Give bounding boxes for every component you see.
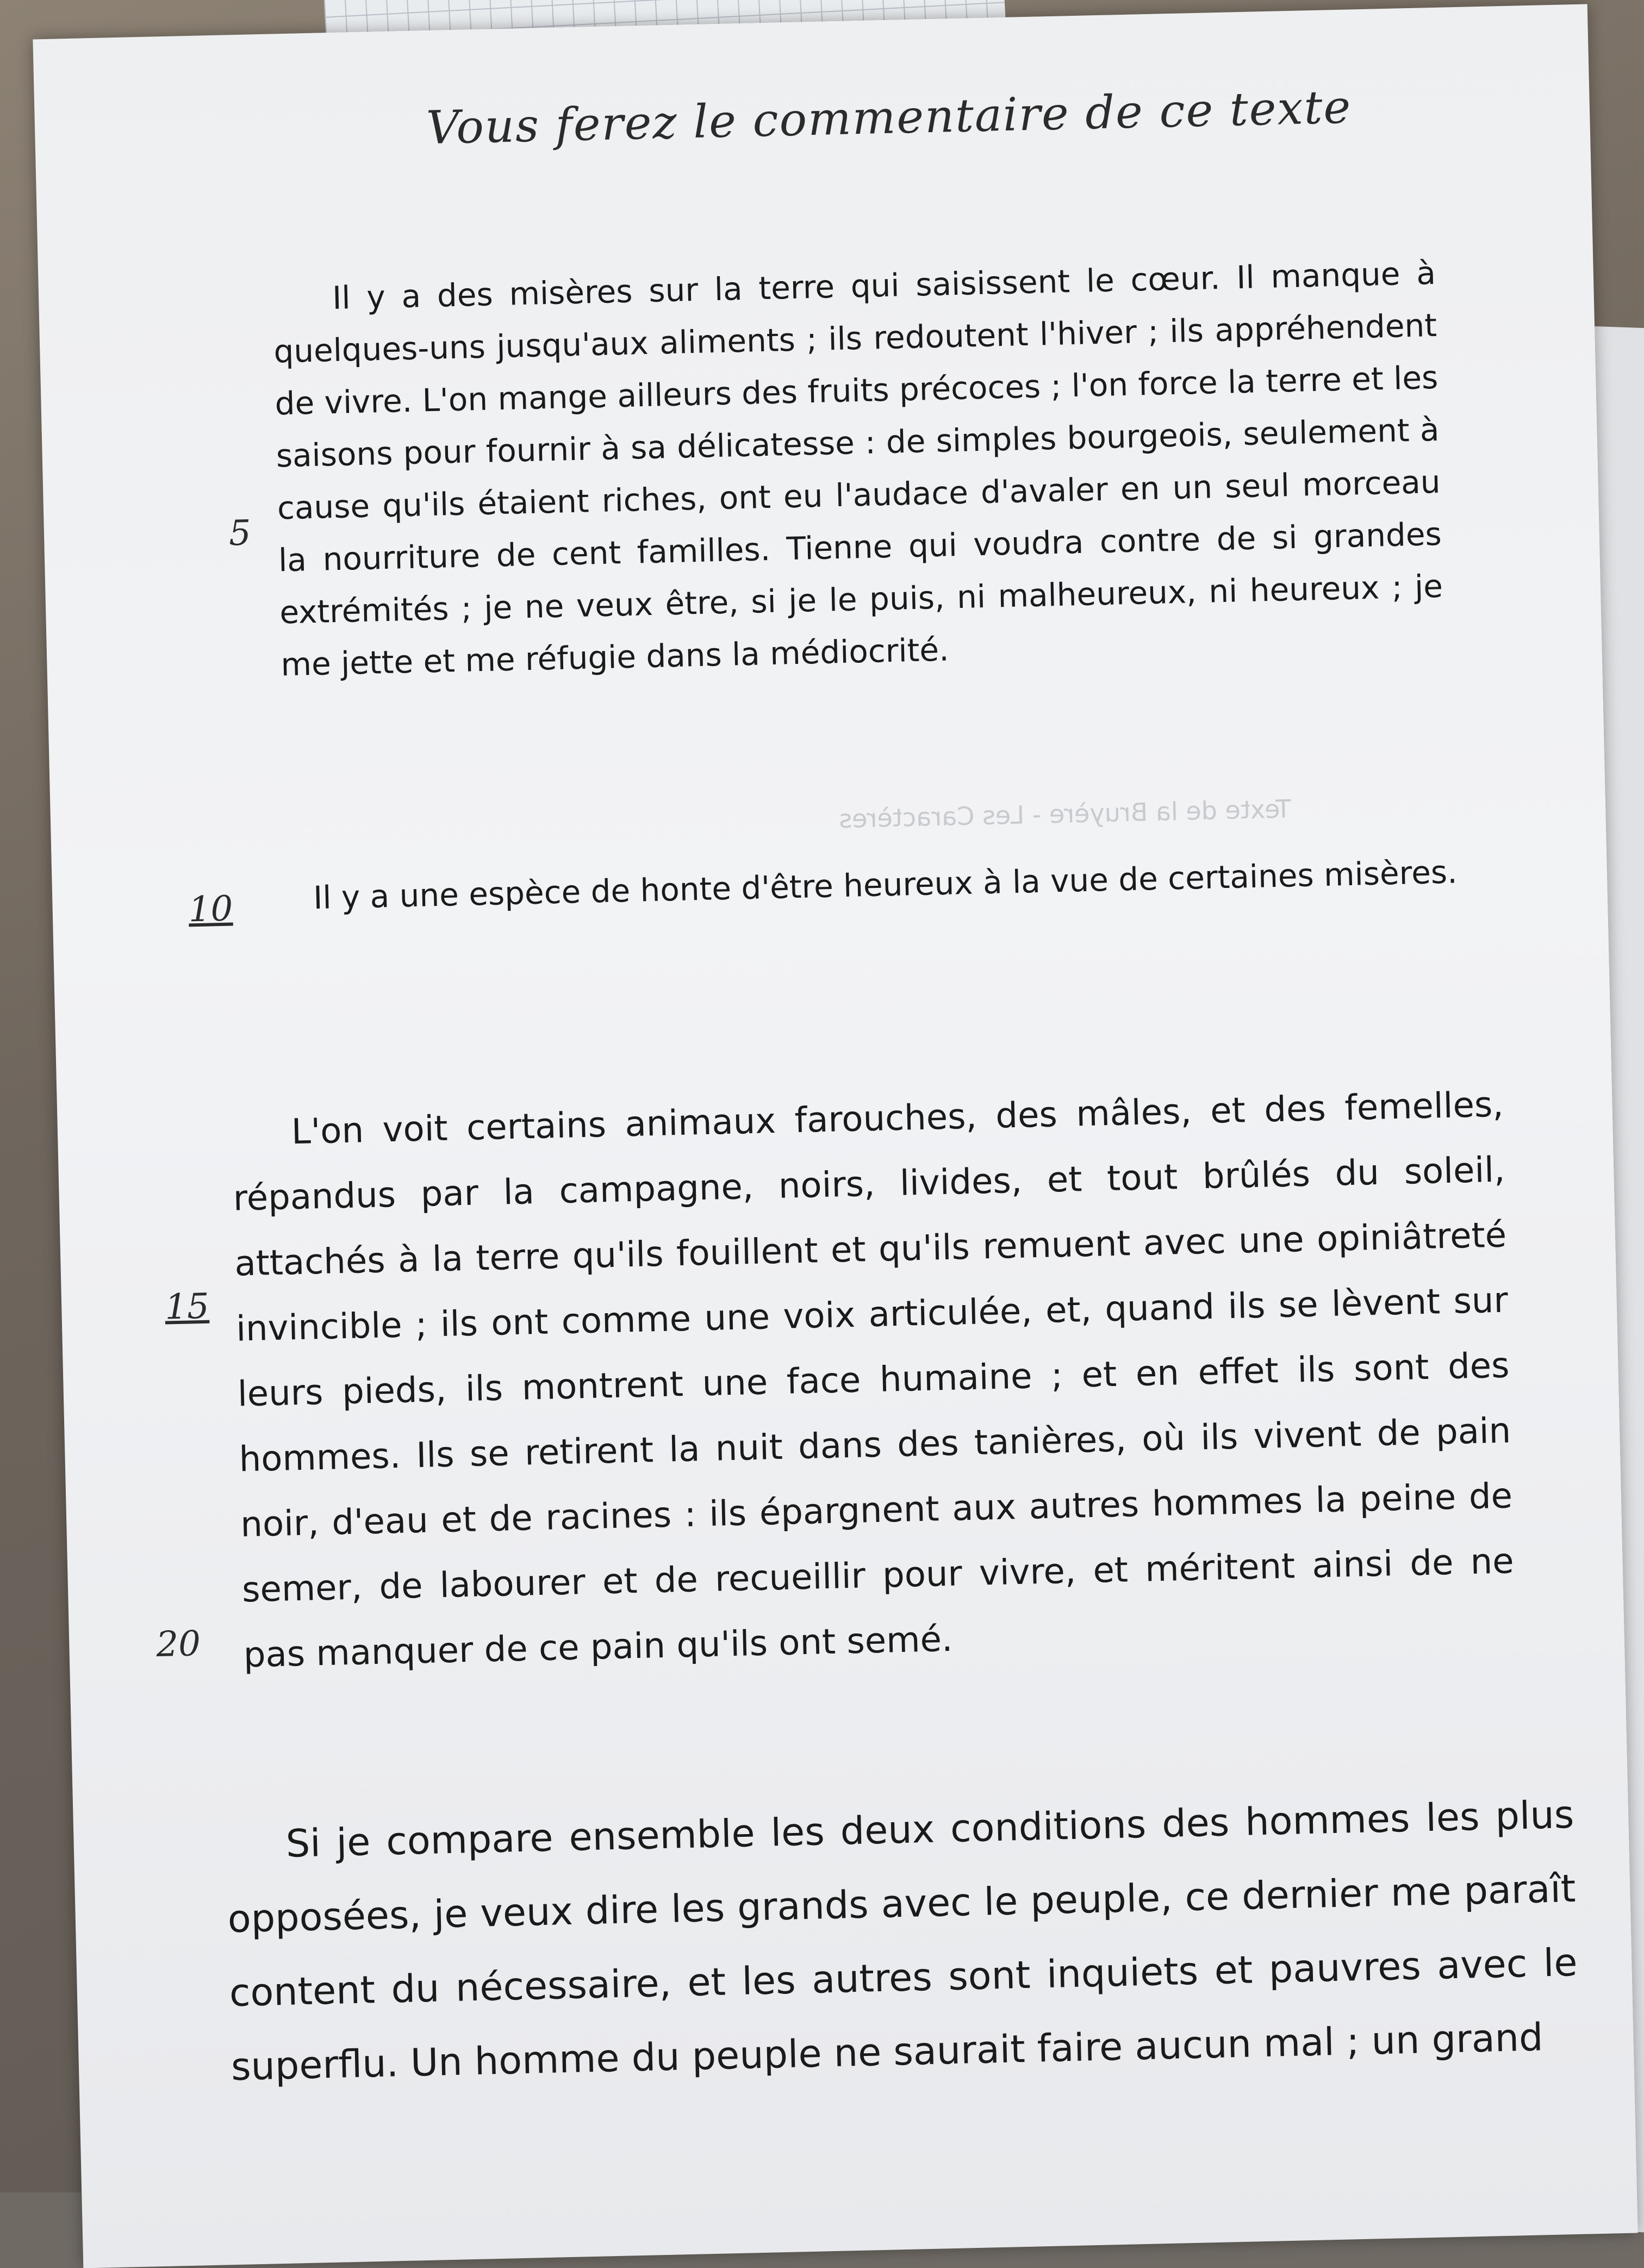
document-sheet — [33, 4, 1637, 2268]
indent — [254, 909, 314, 910]
paragraph-2 — [253, 839, 1472, 932]
paragraph-3 — [231, 1072, 1516, 1688]
paragraph-1-text: Il y a des misères sur la terre qui saisissent le cœur. Il manque à quelques-uns jusqu'aux aliments ; ils redoutent l'hiver ; ils appréhendent de vivre. L'on mange ailleurs des fruits précoces ; l'on force la terre et les saisons pour fournir à sa délicatesse : de simples bourgeois, seulement à cause qu'ils étaient riches, ont eu l'audace d'avaler en un seul morceau la nourriture de cent familles. Tienne qui voudra contre de si grandes extrémités ; je ne veux être, si je le puis, ni malheureux, ni heureux ; je me jette et me réfugie dans la médiocrité. — [273, 254, 1443, 683]
paragraph-4 — [225, 1778, 1580, 2104]
bleed-through-text: Texte de la Bruyère - Les Caractères — [838, 794, 1292, 834]
line-number-15: 15 — [164, 1286, 210, 1328]
paragraph-3-text: L'on voit certains animaux farouches, des mâles, et des femelles, répandus par la campagne, noirs, livides, et tout brûlés du soleil, attachés à la terre qu'ils fouillent et qu'ils remuent avec une opiniâtreté invincible ; ils ont comme une voix articulée, et, quand ils se lèvent sur leurs pieds, ils montrent une face humaine ; et en effet ils sont des hommes. Ils se retirent la nuit dans des tanières, où ils vivent de pain noir, d'eau et de racines : ils épargnent aux autres hommes la peine de semer, de labourer et de recueillir pour vivre, et méritent ainsi de ne pas manquer de ce pain qu'ils ont semé. — [232, 1084, 1515, 1676]
indent — [226, 1857, 286, 1858]
line-number-5: 5 — [228, 513, 252, 554]
paragraph-2-text: Il y a une espèce de honte d'être heureux à la vue de certaines misères. — [313, 853, 1458, 917]
indent — [273, 309, 333, 310]
paragraph-4-text: Si je compare ensemble les deux conditions des hommes les plus opposées, je veux dire les grands avec le peuple, ce dernier me paraît content du nécessaire, et les autres sont inquiets et pauvres avec le superflu. Un homme du peuple ne saurait faire aucun mal ; un grand — [227, 1792, 1578, 2090]
line-number-10: 10 — [188, 888, 234, 930]
line-number-20: 20 — [155, 1624, 201, 1666]
paragraph-1 — [272, 247, 1444, 691]
handwritten-instruction: Vous ferez le commentaire de ce texte — [426, 80, 1353, 155]
indent — [232, 1144, 292, 1145]
